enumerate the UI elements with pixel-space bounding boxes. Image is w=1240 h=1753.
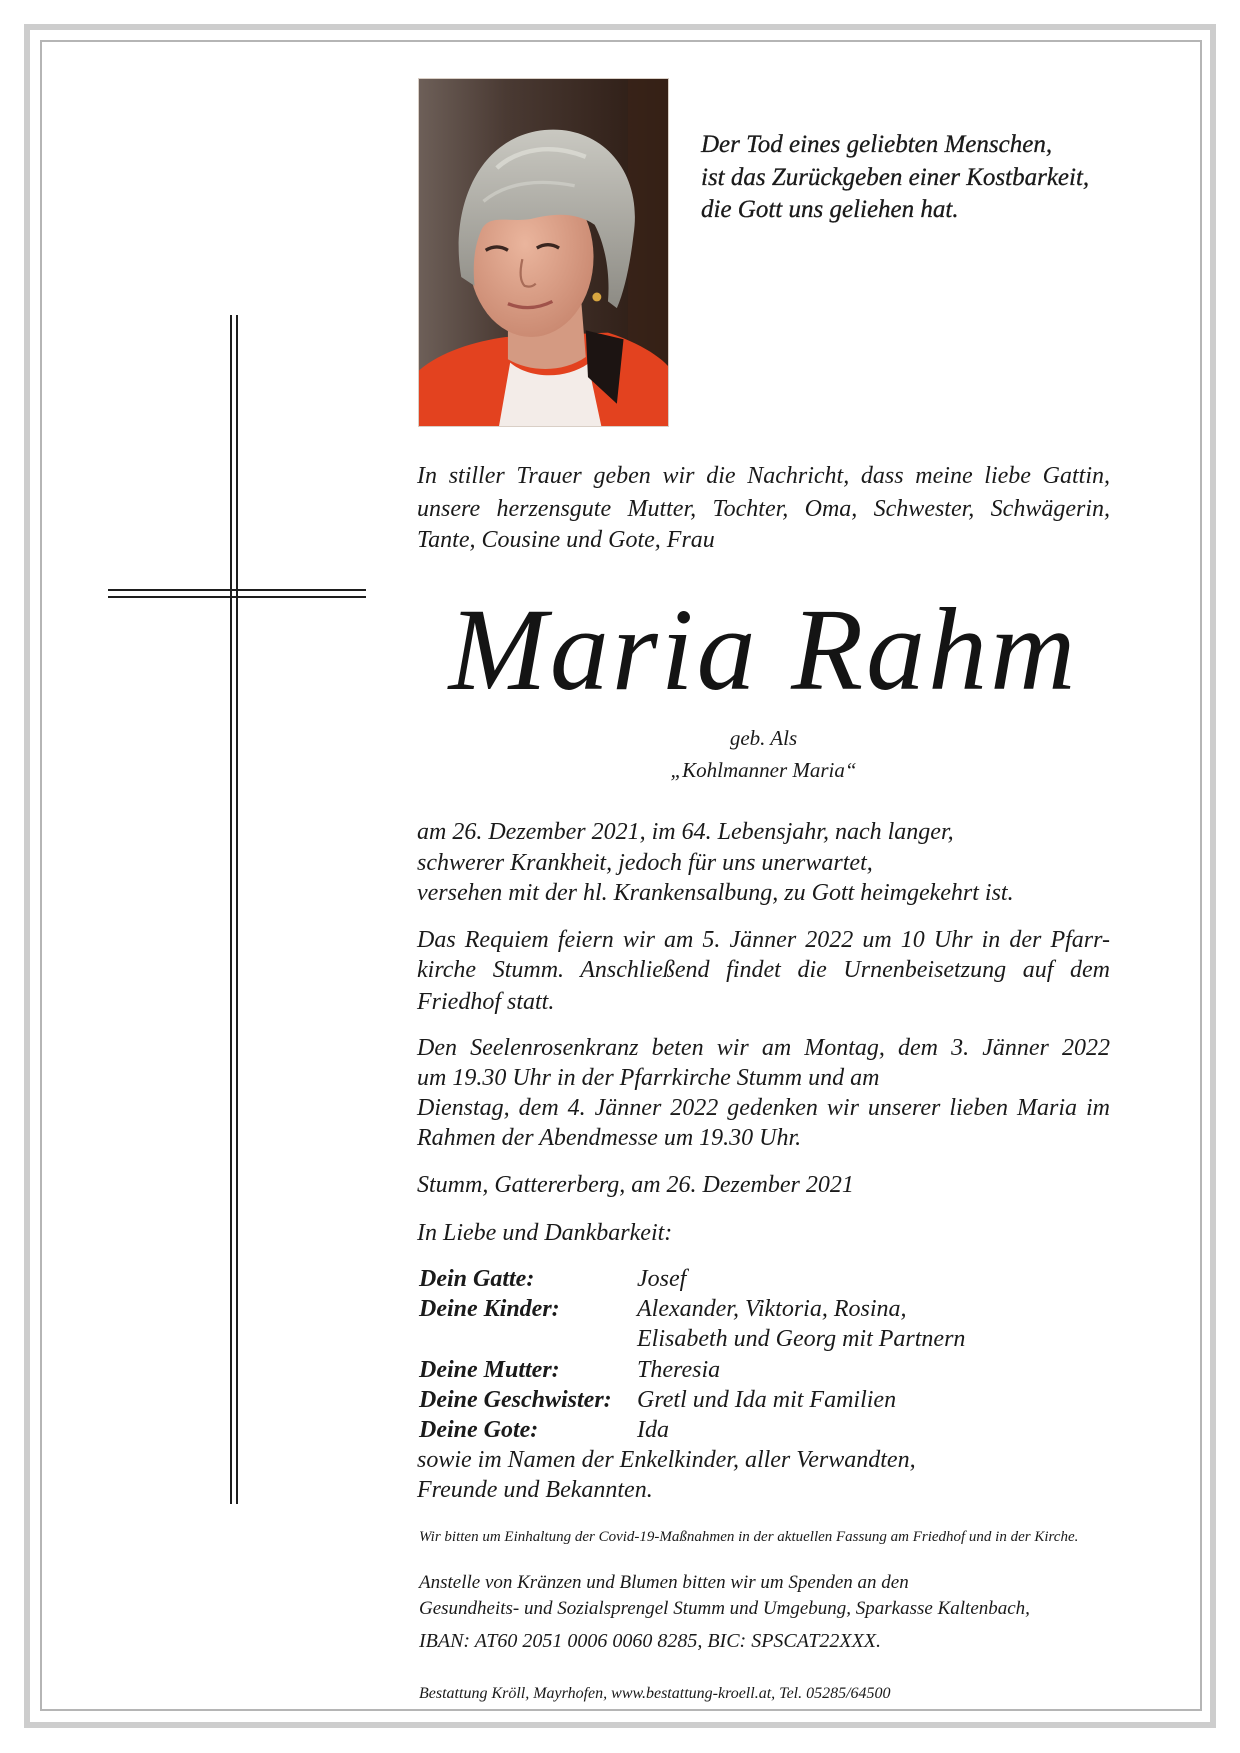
funeral-home-contact: Bestattung Kröll, Mayrhofen, www.bestattung-kroell.at, Tel. 05285/64500	[419, 1685, 891, 1702]
closing-line: sowie im Namen der Enkelkinder, aller Verwandten,	[417, 1447, 916, 1473]
place-date: Stumm, Gattererberg, am 26. Dezember 2021	[417, 1172, 854, 1198]
cross-horizontal-line	[108, 589, 366, 591]
cross-vertical-line	[230, 315, 232, 1504]
notice-line: am 26. Dezember 2021, im 64. Lebensjahr, nach langer,	[417, 819, 954, 845]
notice-line: um 19.30 Uhr in der Pfarrkirche Stumm und am	[417, 1065, 880, 1091]
family-name: Gretl und Ida mit Familien	[637, 1387, 897, 1413]
family-label: Deine Geschwister:	[419, 1387, 612, 1413]
intro-line: In stiller Trauer geben wir die Nachricht, dass meine liebe Gattin,	[417, 463, 1110, 489]
portrait-photo	[418, 78, 669, 427]
portrait-illustration	[419, 79, 668, 426]
cross-vertical-line	[236, 315, 238, 1504]
notice-line: Dienstag, dem 4. Jänner 2022 gedenken wir unserer lieben Maria im	[417, 1095, 1110, 1121]
notice-line: Rahmen der Abendmesse um 19.30 Uhr.	[417, 1125, 802, 1151]
notice-line: schwerer Krankheit, jedoch für uns unerwartet,	[417, 850, 873, 876]
bank-details: IBAN: AT60 2051 0006 0060 8285, BIC: SPSCAT22XXX.	[419, 1630, 882, 1652]
quote-line: die Gott uns geliehen hat.	[701, 196, 959, 223]
family-label: Deine Kinder:	[419, 1296, 560, 1322]
family-label: Dein Gatte:	[419, 1266, 535, 1292]
deceased-name: Maria Rahm	[448, 584, 1079, 715]
notice-line: Den Seelenrosenkranz beten wir am Montag, dem 3. Jänner 2022	[417, 1035, 1110, 1061]
notice-line: kirche Stumm. Anschließend findet die Urnenbeisetzung auf dem	[417, 957, 1110, 983]
quote-line: ist das Zurückgeben einer Kostbarkeit,	[701, 164, 1090, 191]
family-name: Theresia	[637, 1357, 721, 1383]
family-label: Deine Gote:	[419, 1417, 539, 1443]
closing-line: Freunde und Bekannten.	[417, 1477, 653, 1503]
covid-notice: Wir bitten um Einhaltung der Covid-19-Maßnahmen in der aktuellen Fassung am Friedhof und in der Kirche.	[419, 1529, 1079, 1545]
nickname: „Kohlmanner Maria“	[670, 758, 857, 782]
notice-line: Friedhof statt.	[417, 989, 555, 1015]
thanks-heading: In Liebe und Dankbarkeit:	[417, 1220, 673, 1246]
family-name: Elisabeth und Georg mit Partnern	[637, 1326, 966, 1352]
intro-line: Tante, Cousine und Gote, Frau	[417, 527, 715, 553]
family-name: Josef	[637, 1266, 687, 1292]
donation-line: Anstelle von Kränzen und Blumen bitten wir um Spenden an den	[419, 1572, 909, 1593]
quote-line: Der Tod eines geliebten Menschen,	[701, 131, 1053, 158]
donation-line: Gesundheits- und Sozialsprengel Stumm und Umgebung, Sparkasse Kaltenbach,	[419, 1598, 1030, 1619]
family-name: Alexander, Viktoria, Rosina,	[637, 1296, 907, 1322]
family-label: Deine Mutter:	[419, 1357, 560, 1383]
intro-line: unsere herzensgute Mutter, Tochter, Oma, Schwester, Schwägerin,	[417, 496, 1110, 522]
notice-line: versehen mit der hl. Krankensalbung, zu Gott heimgekehrt ist.	[417, 880, 1014, 906]
cross-horizontal-line	[108, 596, 366, 598]
maiden-name: geb. Als	[729, 726, 798, 750]
notice-line: Das Requiem feiern wir am 5. Jänner 2022 um 10 Uhr in der Pfarr-	[417, 927, 1110, 953]
family-name: Ida	[637, 1417, 669, 1443]
